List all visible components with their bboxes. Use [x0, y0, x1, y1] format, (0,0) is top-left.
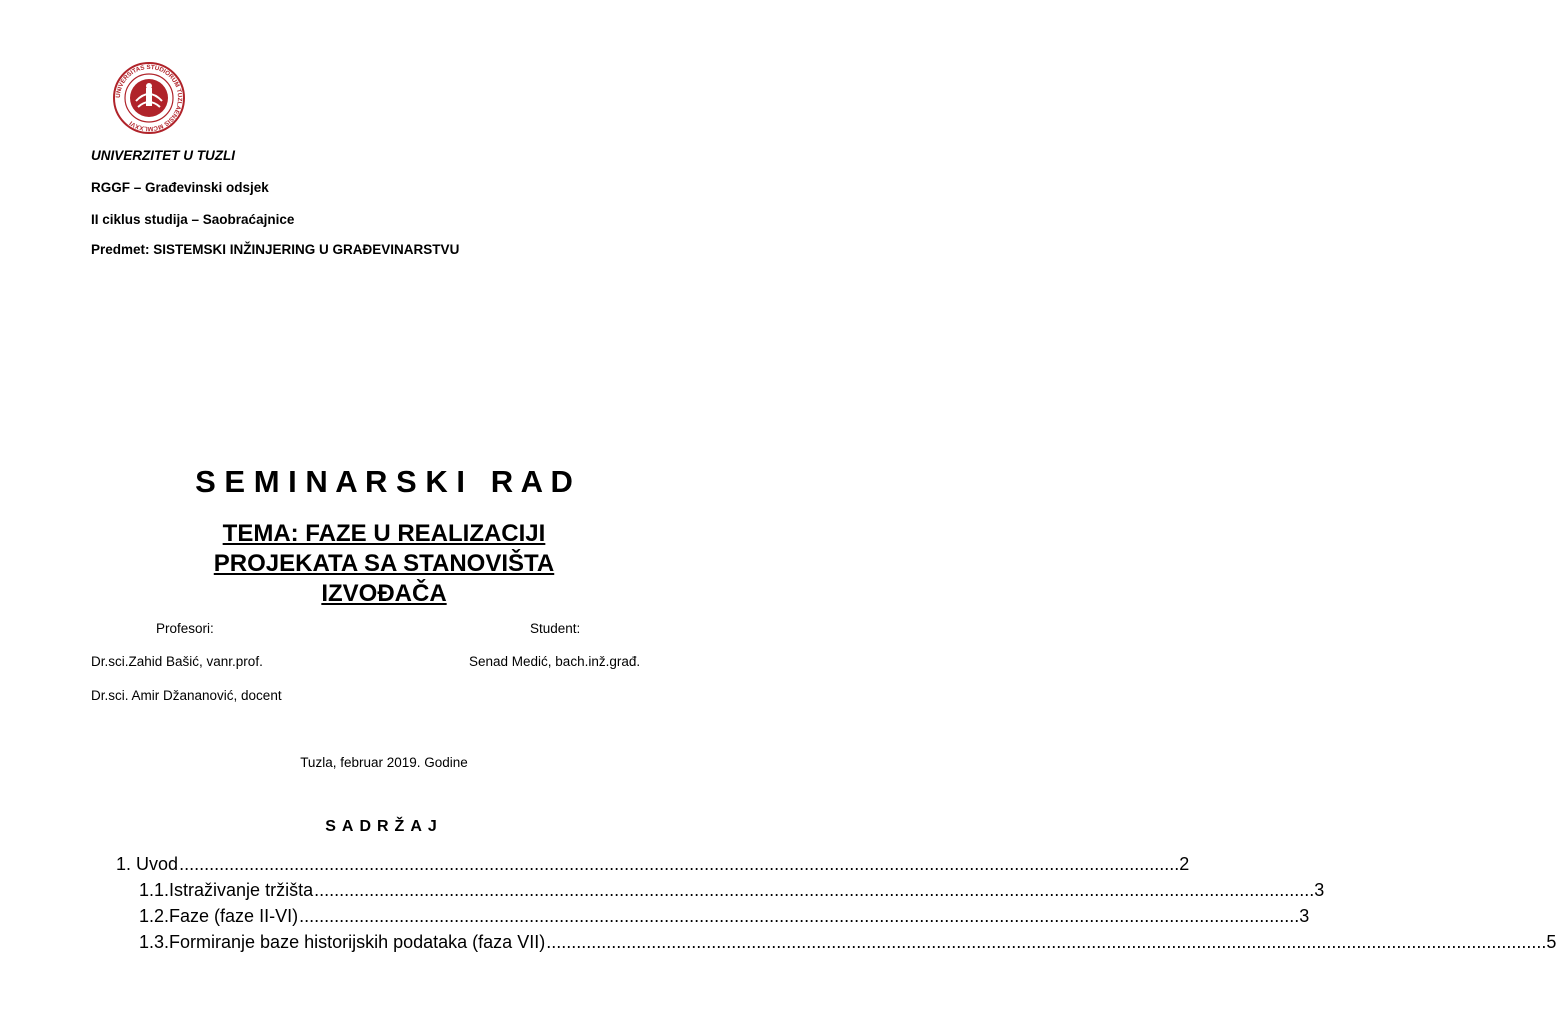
toc-leader-dots: ........................................................................................................................................................................................................ — [546, 932, 1547, 952]
toc-entry[interactable] — [116, 854, 1190, 880]
toc-entry-label: Istraživanje tržišta — [169, 880, 314, 900]
toc-entry-number: 1. — [116, 854, 132, 874]
place-and-date: Tuzla, februar 2019. Godine — [300, 755, 468, 770]
university-name: UNIVERZITET U TUZLI — [91, 148, 235, 163]
toc-entry[interactable] — [139, 906, 1310, 932]
toc-entry[interactable] — [139, 932, 1556, 958]
seal-ring-text: UNIVERSITAS STUDIORUM TUZLAENSIS MCMLXXVI — [114, 63, 184, 133]
professors-label: Profesori: — [156, 621, 214, 636]
toc-entry-label: Faze (faze II-VI) — [169, 906, 299, 926]
toc-entry-number: 1.1. — [139, 880, 170, 900]
toc-entry[interactable] — [139, 880, 1325, 906]
professor-2: Dr.sci. Amir Džananović, docent — [91, 688, 282, 703]
toc-entry-number: 1.2. — [139, 906, 170, 926]
toc-leader-dots: ........................................................................................................................................................................................................ — [299, 906, 1300, 926]
toc-entry-page: 3 — [1299, 906, 1310, 926]
document-topic — [0, 519, 768, 609]
toc-leader-dots: ........................................................................................................................................................................................................ — [314, 880, 1315, 900]
subject-line — [91, 242, 459, 257]
university-seal-icon — [112, 61, 186, 135]
toc-entry-number: 1.3. — [139, 932, 170, 952]
topic-line-1: TEMA: FAZE U REALIZACIJI — [222, 520, 546, 547]
toc-heading: SADRŽAJ — [325, 818, 443, 835]
professor-1: Dr.sci.Zahid Bašić, vanr.prof. — [91, 654, 263, 669]
toc-entry-page: 5 — [1546, 932, 1556, 952]
department-name: RGGF – Građevinski odsjek — [91, 180, 269, 195]
subject-name: SISTEMSKI INŽINJERING U GRAĐEVINARSTVU — [153, 242, 460, 257]
student-name: Senad Medić, bach.inž.građ. — [469, 654, 641, 669]
toc-entry-label: Formiranje baze historijskih podataka (faza VII) — [169, 932, 546, 952]
toc-entry-page: 2 — [1179, 854, 1190, 874]
topic-line-2: PROJEKATA SA STANOVIŠTA — [213, 550, 555, 577]
toc-entry-page: 3 — [1314, 880, 1325, 900]
subject-label: Predmet: — [91, 242, 150, 257]
toc-entry-label: Uvod — [136, 854, 179, 874]
study-cycle: II ciklus studija – Saobraćajnice — [91, 212, 295, 227]
toc-leader-dots: ........................................................................................................................................................................................................ — [179, 854, 1180, 874]
document-title: S E M I N A R S K I R A D — [195, 464, 573, 499]
student-label: Student: — [530, 621, 581, 636]
topic-line-3: IZVOĐAČA — [321, 580, 447, 607]
